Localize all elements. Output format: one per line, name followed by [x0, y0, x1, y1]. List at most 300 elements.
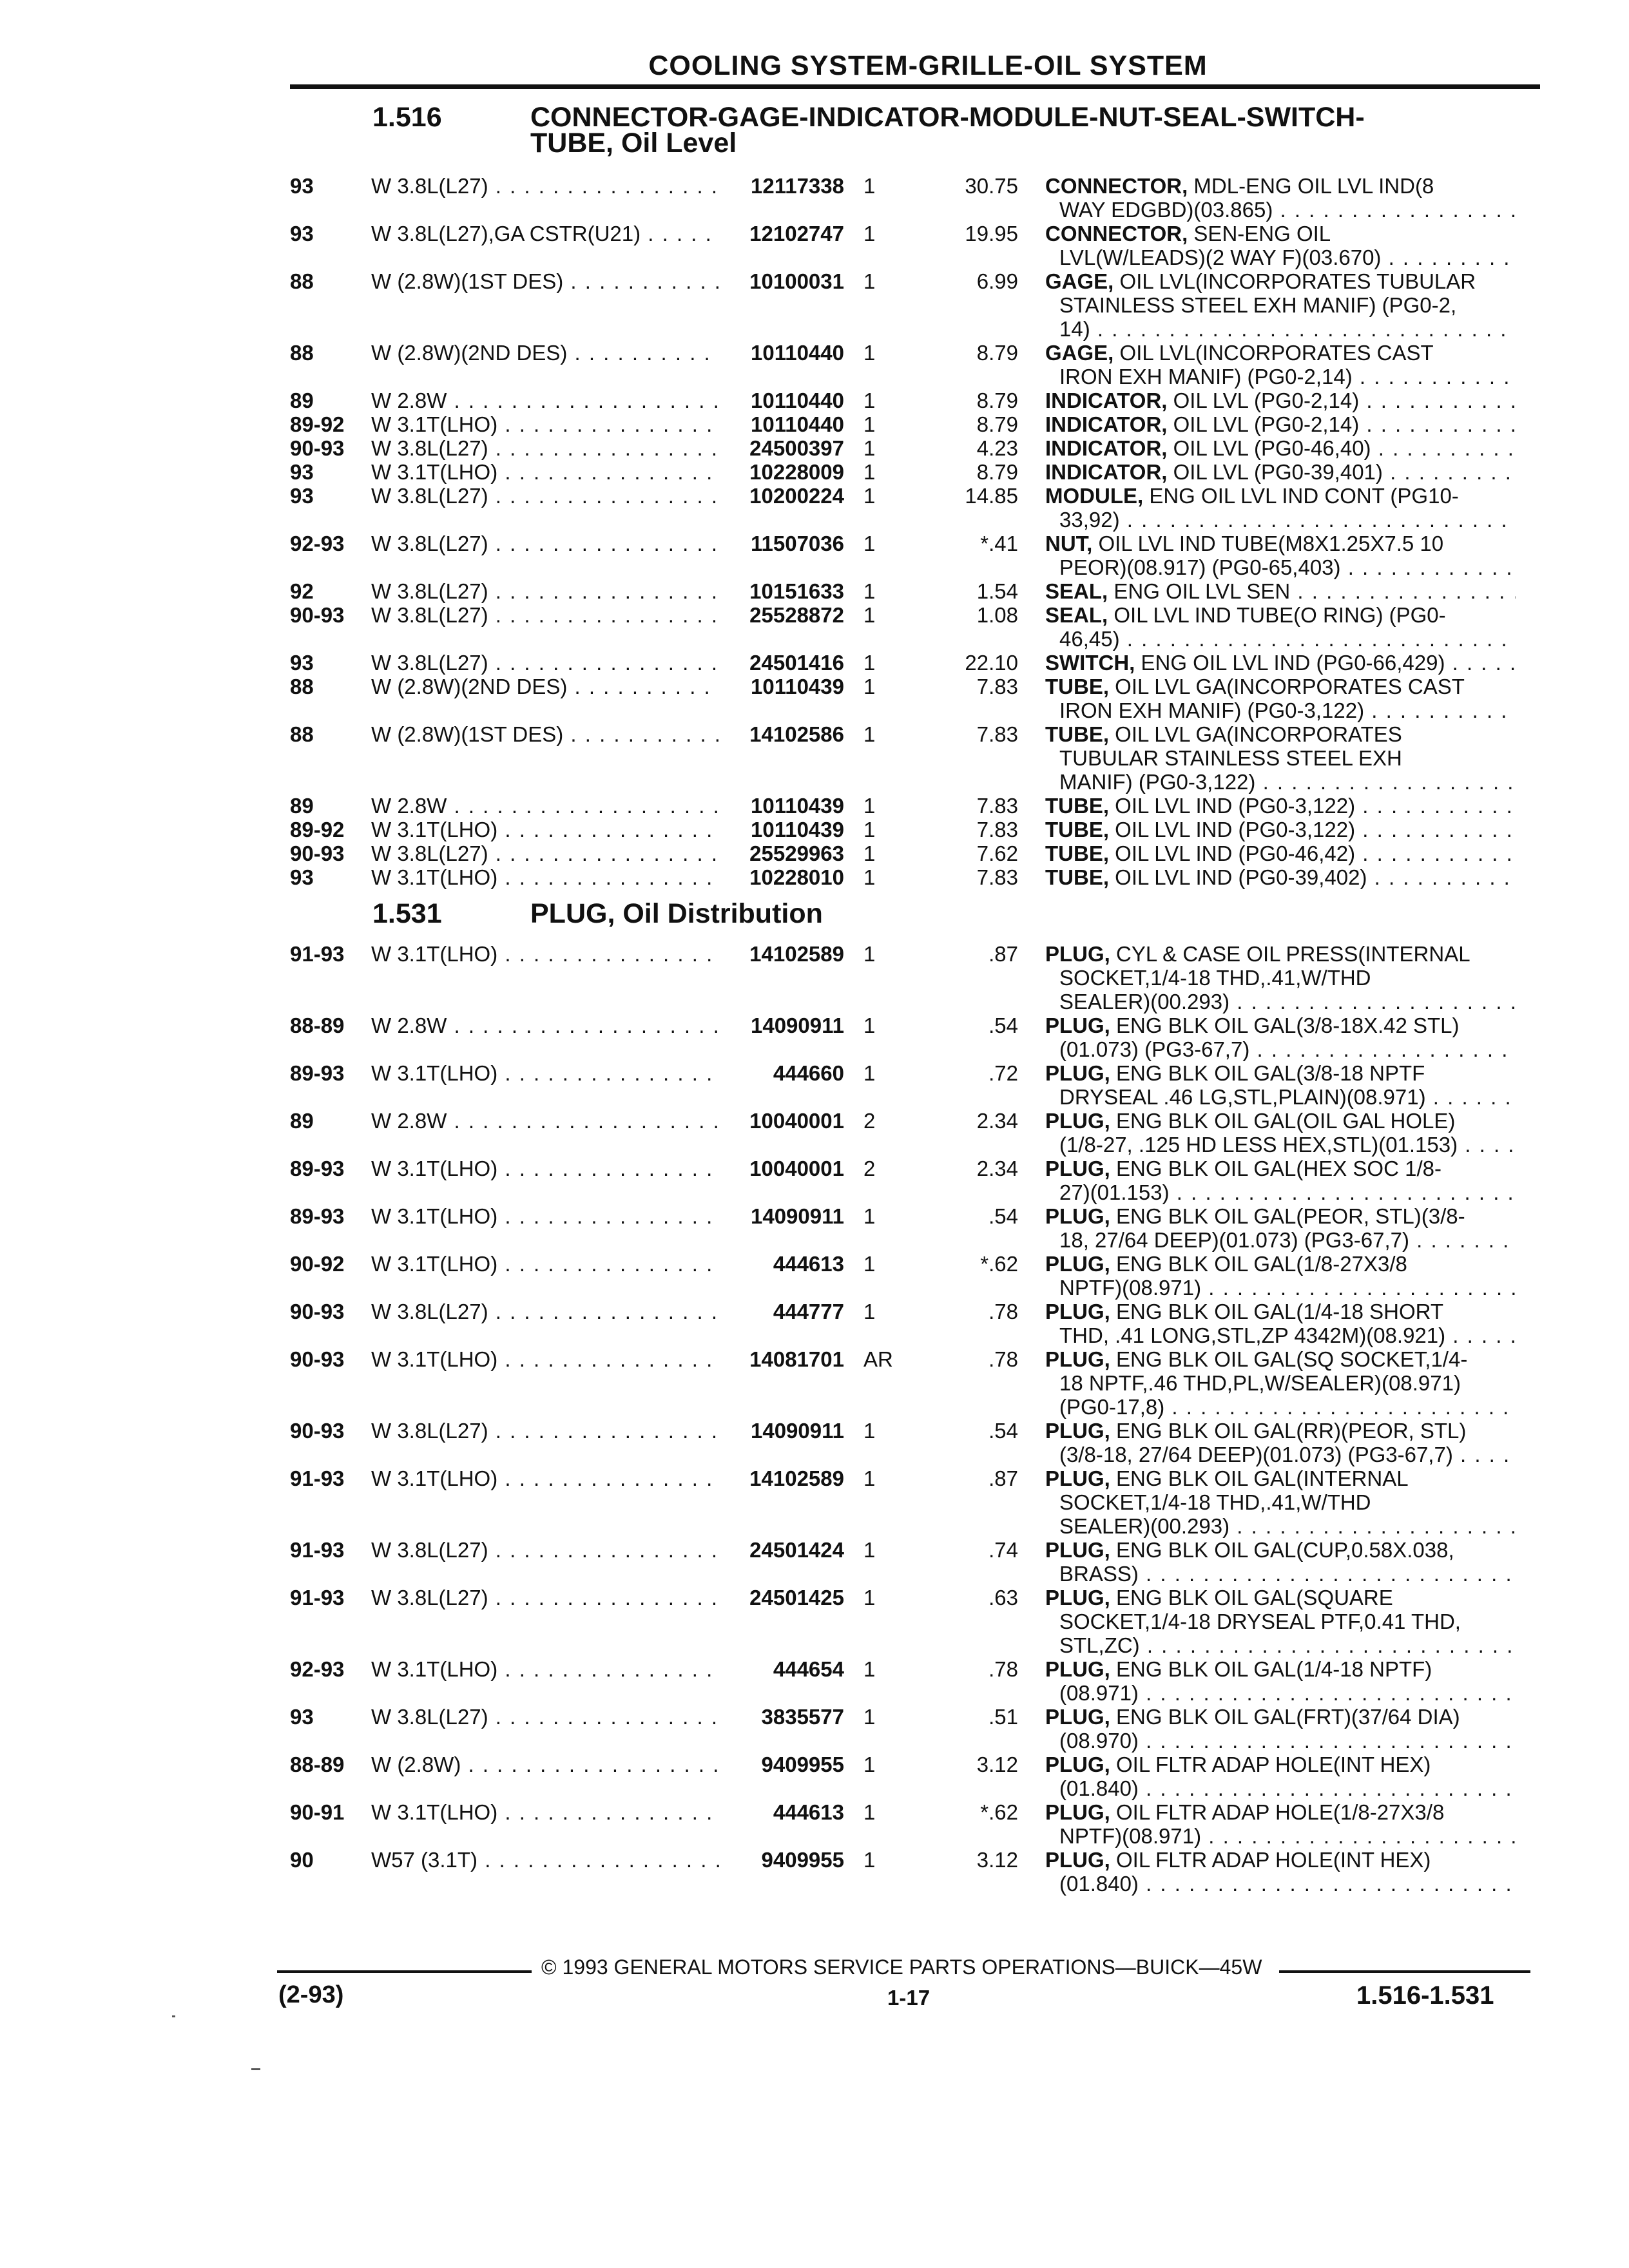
part-name: PLUG, — [1045, 1800, 1110, 1824]
price: .54 — [988, 1204, 1018, 1228]
quantity: 1 — [863, 1705, 876, 1729]
part-number: 24501424 — [749, 1538, 844, 1562]
description-text: IRON EXH MANIF) (PG0-2,14) — [1059, 365, 1353, 389]
application: W 3.8L(L27) . . . — [371, 532, 719, 555]
application: W 3.1T(LHO) . . . — [371, 1252, 719, 1276]
description-text: OIL LVL (PG0-2,14) — [1173, 412, 1360, 436]
part-number: 10110439 — [750, 818, 844, 841]
description-line — [1045, 245, 1516, 269]
description-text: (08.971) — [1059, 1681, 1139, 1705]
part-number: 10040001 — [749, 1157, 844, 1180]
part-name: PLUG, — [1045, 1753, 1110, 1776]
part-number: 12102747 — [749, 222, 844, 245]
description-line — [1045, 1180, 1516, 1204]
model-year: 93 — [290, 460, 314, 484]
quantity: 2 — [863, 1109, 876, 1133]
part-name: SEAL, — [1045, 579, 1108, 603]
description-text: ENG OIL LVL IND CONT (PG10- — [1149, 484, 1459, 508]
description-text: LVL(W/LEADS)(2 WAY F)(03.670) — [1059, 245, 1382, 269]
part-number: 24500397 — [749, 436, 844, 460]
description-line — [1045, 722, 1516, 746]
model-year: 93 — [290, 222, 314, 245]
quantity: 1 — [863, 579, 876, 603]
description-text: PEOR)(08.917) (PG0-65,403) — [1059, 555, 1341, 579]
description — [1045, 1300, 1516, 1347]
part-number: 12117338 — [750, 174, 844, 198]
part-number: 14090911 — [750, 1204, 844, 1228]
part-number: 14081701 — [749, 1347, 844, 1371]
description — [1045, 1705, 1516, 1753]
application: W 3.1T(LHO) . . . — [371, 1466, 719, 1490]
part-row — [0, 1347, 1629, 1419]
description-text: ENG BLK OIL GAL(1/4-18 SHORT — [1116, 1300, 1444, 1323]
description-text: IRON EXH MANIF) (PG0-3,122) — [1059, 698, 1365, 722]
quantity: 2 — [863, 1157, 876, 1180]
part-number: 25528872 — [749, 603, 844, 627]
part-number: 10110440 — [750, 412, 844, 436]
application: W 3.1T(LHO) . . . — [371, 1157, 719, 1180]
part-number: 444654 — [773, 1657, 844, 1681]
model-year: 90-93 — [290, 1347, 345, 1371]
application: W 3.8L(L27) . . . — [371, 436, 719, 460]
description-line — [1045, 627, 1516, 651]
description-line — [1045, 1014, 1516, 1037]
description-text: (1/8-27, .125 HD LESS HEX,STL)(01.153) — [1059, 1133, 1458, 1157]
part-number: 10228010 — [749, 865, 844, 889]
model-year: 93 — [290, 865, 314, 889]
application: W 3.8L(L27) . . . — [371, 1705, 719, 1729]
description-text: ENG BLK OIL GAL(FRT)(37/64 DIA) — [1116, 1705, 1460, 1729]
application: W 3.1T(LHO) . . . — [371, 1800, 719, 1824]
description — [1045, 1466, 1516, 1538]
price: 8.79 — [976, 412, 1018, 436]
part-number: 9409955 — [761, 1753, 844, 1776]
quantity: 1 — [863, 412, 876, 436]
part-row — [0, 460, 1629, 484]
part-number: 10110440 — [750, 389, 844, 412]
scan-mark — [172, 2015, 175, 2017]
price: *.62 — [980, 1252, 1018, 1276]
application: W 3.8L(L27) . . . — [371, 1419, 719, 1443]
quantity: 1 — [863, 1753, 876, 1776]
description-line — [1045, 436, 1516, 460]
quantity: AR — [863, 1347, 893, 1371]
description-text: OIL LVL IND (PG0-39,402) — [1115, 865, 1367, 889]
model-year: 93 — [290, 1705, 314, 1729]
description-text: ENG BLK OIL GAL(1/4-18 NPTF) — [1116, 1657, 1432, 1681]
quantity: 1 — [863, 1300, 876, 1323]
description-text: OIL LVL GA(INCORPORATES — [1115, 722, 1402, 746]
part-number: 9409955 — [761, 1848, 844, 1872]
description-line — [1045, 1466, 1516, 1490]
application: W 2.8W . . . — [371, 794, 719, 818]
part-row — [0, 1753, 1629, 1800]
description-text: NPTF)(08.971) — [1059, 1276, 1202, 1300]
price: 30.75 — [965, 174, 1018, 198]
description-text: 33,92) — [1059, 508, 1120, 532]
description — [1045, 174, 1516, 222]
part-number: 10040001 — [749, 1109, 844, 1133]
model-year: 93 — [290, 174, 314, 198]
price: 7.83 — [976, 675, 1018, 698]
description-text: ENG OIL LVL SEN — [1113, 579, 1291, 603]
description-line — [1045, 1848, 1516, 1872]
description — [1045, 794, 1516, 818]
description — [1045, 579, 1516, 603]
application: W 2.8W . . . — [371, 1014, 719, 1037]
application: W (2.8W)(2ND DES) . . . — [371, 341, 719, 365]
price: 7.83 — [976, 722, 1018, 746]
footer-section-range: 1.516-1.531 — [1356, 1981, 1494, 2010]
part-number: 14090911 — [750, 1419, 844, 1443]
description-text: ENG BLK OIL GAL(HEX SOC 1/8- — [1116, 1157, 1441, 1180]
description-line — [1045, 1276, 1516, 1300]
description-text: (08.970) — [1059, 1729, 1139, 1753]
part-name: PLUG, — [1045, 1538, 1110, 1562]
description — [1045, 341, 1516, 389]
model-year: 90-92 — [290, 1252, 345, 1276]
description — [1045, 1419, 1516, 1466]
description-line — [1045, 1753, 1516, 1776]
description-line — [1045, 1228, 1516, 1252]
quantity: 1 — [863, 794, 876, 818]
description-line — [1045, 532, 1516, 555]
section-title-line2: TUBE, Oil Level — [530, 128, 737, 159]
description-line — [1045, 1610, 1516, 1633]
description-text: 18, 27/64 DEEP)(01.073) (PG3-67,7) — [1059, 1228, 1409, 1252]
description-text: SOCKET,1/4-18 THD,.41,W/THD — [1059, 1490, 1371, 1514]
description-line — [1045, 1586, 1516, 1610]
description-text: SEN-ENG OIL — [1193, 222, 1331, 245]
model-year: 90 — [290, 1848, 314, 1872]
price: 7.62 — [976, 841, 1018, 865]
part-number: 3835577 — [761, 1705, 844, 1729]
model-year: 88 — [290, 675, 314, 698]
part-number: 10110440 — [750, 341, 844, 365]
part-number: 11507036 — [750, 532, 844, 555]
description-text: STL,ZC) — [1059, 1633, 1140, 1657]
price: 2.34 — [976, 1157, 1018, 1180]
quantity: 1 — [863, 1061, 876, 1085]
part-number: 444613 — [773, 1800, 844, 1824]
part-row — [0, 1705, 1629, 1753]
quantity: 1 — [863, 1014, 876, 1037]
model-year: 88 — [290, 341, 314, 365]
description-line — [1045, 1085, 1516, 1109]
part-name: TUBE, — [1045, 865, 1109, 889]
model-year: 88 — [290, 722, 314, 746]
description-text: OIL LVL (PG0-46,40) — [1173, 436, 1371, 460]
description-text: ENG BLK OIL GAL(3/8-18X.42 STL) — [1116, 1014, 1460, 1037]
description — [1045, 1848, 1516, 1896]
application: W 3.1T(LHO) . . . — [371, 412, 719, 436]
description — [1045, 675, 1516, 722]
description-line — [1045, 1204, 1516, 1228]
description-line — [1045, 508, 1516, 532]
part-name: PLUG, — [1045, 1419, 1110, 1443]
quantity: 1 — [863, 341, 876, 365]
description — [1045, 1109, 1516, 1157]
description-line — [1045, 484, 1516, 508]
part-row — [0, 1014, 1629, 1061]
price: .54 — [988, 1419, 1018, 1443]
footer-page-number: 1-17 — [887, 1986, 930, 2010]
part-name: SEAL, — [1045, 603, 1108, 627]
description-line — [1045, 1705, 1516, 1729]
part-name: SWITCH, — [1045, 651, 1135, 675]
part-number: 10110439 — [750, 794, 844, 818]
application: W 3.1T(LHO) . . . — [371, 942, 719, 966]
part-number: 10100031 — [749, 269, 844, 293]
model-year: 91-93 — [290, 1586, 345, 1610]
description-text: CYL & CASE OIL PRESS(INTERNAL — [1116, 942, 1470, 966]
part-name: PLUG, — [1045, 1014, 1110, 1037]
section-title: PLUG, Oil Distribution — [530, 898, 823, 929]
price: *.41 — [980, 532, 1018, 555]
description-text: MDL-ENG OIL LVL IND(8 — [1193, 174, 1434, 198]
description-text: OIL LVL(INCORPORATES CAST — [1119, 341, 1434, 365]
quantity: 1 — [863, 174, 876, 198]
application: W (2.8W)(2ND DES) . . . — [371, 675, 719, 698]
description — [1045, 841, 1516, 865]
part-row — [0, 484, 1629, 532]
model-year: 89-92 — [290, 818, 345, 841]
part-name: CONNECTOR, — [1045, 222, 1188, 245]
model-year: 92-93 — [290, 532, 345, 555]
part-number: 14102586 — [749, 722, 844, 746]
section-title — [530, 102, 1365, 159]
part-row — [0, 412, 1629, 436]
part-name: NUT, — [1045, 532, 1093, 555]
model-year: 89-93 — [290, 1061, 345, 1085]
part-name: PLUG, — [1045, 1705, 1110, 1729]
quantity: 1 — [863, 1586, 876, 1610]
description-line — [1045, 222, 1516, 245]
description-text: (01.840) — [1059, 1776, 1139, 1800]
application: W 3.8L(L27) . . . — [371, 579, 719, 603]
description-line — [1045, 990, 1516, 1014]
price: .78 — [988, 1300, 1018, 1323]
price: 7.83 — [976, 794, 1018, 818]
price: .74 — [988, 1538, 1018, 1562]
part-number: 25529963 — [749, 841, 844, 865]
part-row — [0, 651, 1629, 675]
description-text: SOCKET,1/4-18 THD,.41,W/THD — [1059, 966, 1371, 990]
part-name: PLUG, — [1045, 1347, 1110, 1371]
part-name: TUBE, — [1045, 841, 1109, 865]
description-line — [1045, 746, 1516, 770]
description-text: OIL LVL GA(INCORPORATES CAST — [1115, 675, 1465, 698]
description-text: ENG BLK OIL GAL(CUP,0.58X.038, — [1116, 1538, 1454, 1562]
part-name: PLUG, — [1045, 1586, 1110, 1610]
part-name: PLUG, — [1045, 1848, 1110, 1872]
description-line — [1045, 1395, 1516, 1419]
part-row — [0, 942, 1629, 1014]
part-row — [0, 1061, 1629, 1109]
description-line — [1045, 1800, 1516, 1824]
description — [1045, 722, 1516, 794]
section-title-line1: CONNECTOR-GAGE-INDICATOR-MODULE-NUT-SEAL-SWITCH- — [530, 102, 1365, 133]
part-name: GAGE, — [1045, 269, 1114, 293]
description — [1045, 1347, 1516, 1419]
description-text: OIL FLTR ADAP HOLE(1/8-27X3/8 — [1116, 1800, 1445, 1824]
description-line — [1045, 698, 1516, 722]
description — [1045, 1014, 1516, 1061]
description-text: ENG BLK OIL GAL(SQUARE — [1116, 1586, 1393, 1610]
description-line — [1045, 1490, 1516, 1514]
description — [1045, 1252, 1516, 1300]
application: W (2.8W)(1ST DES) . . . — [371, 722, 719, 746]
description-text: OIL LVL (PG0-39,401) — [1173, 460, 1383, 484]
description-text: WAY EDGBD)(03.865) — [1059, 198, 1273, 222]
part-name: INDICATOR, — [1045, 389, 1168, 412]
description-line — [1045, 794, 1516, 818]
footer-rule-right — [1279, 1970, 1530, 1973]
quantity: 1 — [863, 1848, 876, 1872]
application: W57 (3.1T) . . . — [371, 1848, 719, 1872]
footer-rule-left — [277, 1970, 532, 1973]
quantity: 1 — [863, 818, 876, 841]
description-text: 14) — [1059, 317, 1090, 341]
price: 14.85 — [965, 484, 1018, 508]
description-line — [1045, 1776, 1516, 1800]
description-line — [1045, 1729, 1516, 1753]
description-line — [1045, 675, 1516, 698]
description-text: THD, .41 LONG,STL,ZP 4342M)(08.921) — [1059, 1323, 1446, 1347]
description-text: 18 NPTF,.46 THD,PL,W/SEALER)(08.971) — [1059, 1371, 1461, 1395]
part-row — [0, 1800, 1629, 1848]
part-name: PLUG, — [1045, 1204, 1110, 1228]
description-line — [1045, 818, 1516, 841]
description-line — [1045, 1133, 1516, 1157]
price: .78 — [988, 1347, 1018, 1371]
description-text: (01.840) — [1059, 1872, 1139, 1896]
quantity: 1 — [863, 675, 876, 698]
description-text: BRASS) — [1059, 1562, 1139, 1586]
part-number: 10200224 — [749, 484, 844, 508]
part-name: TUBE, — [1045, 794, 1109, 818]
price: 4.23 — [976, 436, 1018, 460]
price: 3.12 — [976, 1848, 1018, 1872]
description-text: DRYSEAL .46 LG,STL,PLAIN)(08.971) — [1059, 1085, 1426, 1109]
description-text: NPTF)(08.971) — [1059, 1824, 1202, 1848]
part-row — [0, 532, 1629, 579]
price: *.62 — [980, 1800, 1018, 1824]
description-line — [1045, 1419, 1516, 1443]
description — [1045, 460, 1516, 484]
description-text: (01.073) (PG3-67,7) — [1059, 1037, 1250, 1061]
price: 8.79 — [976, 460, 1018, 484]
description-text: ENG BLK OIL GAL(INTERNAL — [1116, 1466, 1409, 1490]
quantity: 1 — [863, 1204, 876, 1228]
quantity: 1 — [863, 942, 876, 966]
part-row — [0, 818, 1629, 841]
part-name: TUBE, — [1045, 675, 1109, 698]
description-line — [1045, 1872, 1516, 1896]
part-row — [0, 865, 1629, 889]
application: W 3.1T(LHO) . . . — [371, 1657, 719, 1681]
quantity: 1 — [863, 1419, 876, 1443]
description-line — [1045, 460, 1516, 484]
description-line — [1045, 579, 1516, 603]
model-year: 89 — [290, 1109, 314, 1133]
scan-mark — [251, 2068, 260, 2070]
part-name: GAGE, — [1045, 341, 1114, 365]
description-text: OIL LVL (PG0-2,14) — [1173, 389, 1360, 412]
application: W 3.8L(L27) . . . — [371, 1300, 719, 1323]
description-line — [1045, 365, 1516, 389]
application: W 3.8L(L27) . . . — [371, 603, 719, 627]
price: 22.10 — [965, 651, 1018, 675]
part-row — [0, 603, 1629, 651]
description-line — [1045, 1347, 1516, 1371]
price: 8.79 — [976, 389, 1018, 412]
description — [1045, 1657, 1516, 1705]
application: W 3.8L(L27) . . . — [371, 651, 719, 675]
part-row — [0, 341, 1629, 389]
description-line — [1045, 555, 1516, 579]
quantity: 1 — [863, 389, 876, 412]
quantity: 1 — [863, 603, 876, 627]
model-year: 89-92 — [290, 412, 345, 436]
price: .72 — [988, 1061, 1018, 1085]
part-row — [0, 722, 1629, 794]
application: W 3.1T(LHO) . . . — [371, 818, 719, 841]
part-name: PLUG, — [1045, 1657, 1110, 1681]
description-text: OIL FLTR ADAP HOLE(INT HEX) — [1116, 1753, 1431, 1776]
price: 3.12 — [976, 1753, 1018, 1776]
application: W 3.8L(L27) . . . — [371, 174, 719, 198]
description-text: 46,45) — [1059, 627, 1120, 651]
part-name: MODULE, — [1045, 484, 1144, 508]
application: W 3.8L(L27) . . . — [371, 1538, 719, 1562]
description — [1045, 436, 1516, 460]
description-line — [1045, 389, 1516, 412]
description-text: ENG BLK OIL GAL(OIL GAL HOLE) — [1116, 1109, 1456, 1133]
application: W 3.1T(LHO) . . . — [371, 865, 719, 889]
quantity: 1 — [863, 460, 876, 484]
quantity: 1 — [863, 841, 876, 865]
description-text: OIL LVL IND (PG0-3,122) — [1115, 818, 1356, 841]
part-row — [0, 1848, 1629, 1896]
description-line — [1045, 1514, 1516, 1538]
part-name: INDICATOR, — [1045, 412, 1168, 436]
description — [1045, 484, 1516, 532]
part-row — [0, 1109, 1629, 1157]
description-line — [1045, 1300, 1516, 1323]
part-row — [0, 675, 1629, 722]
description-text: ENG BLK OIL GAL(3/8-18 NPTF — [1116, 1061, 1425, 1085]
part-name: PLUG, — [1045, 1300, 1110, 1323]
part-name: PLUG, — [1045, 1252, 1110, 1276]
price: .87 — [988, 942, 1018, 966]
part-row — [0, 436, 1629, 460]
description-line — [1045, 1037, 1516, 1061]
application: W 3.8L(L27),GA CSTR(U21) . . . — [371, 222, 719, 245]
description-line — [1045, 317, 1516, 341]
quantity: 1 — [863, 651, 876, 675]
part-number: 14102589 — [749, 942, 844, 966]
application: W 3.1T(LHO) . . . — [371, 1204, 719, 1228]
section-number: 1.531 — [372, 898, 442, 929]
description — [1045, 412, 1516, 436]
description-line — [1045, 770, 1516, 794]
quantity: 1 — [863, 532, 876, 555]
quantity: 1 — [863, 1657, 876, 1681]
description-line — [1045, 1657, 1516, 1681]
description-line — [1045, 1061, 1516, 1085]
model-year: 93 — [290, 651, 314, 675]
